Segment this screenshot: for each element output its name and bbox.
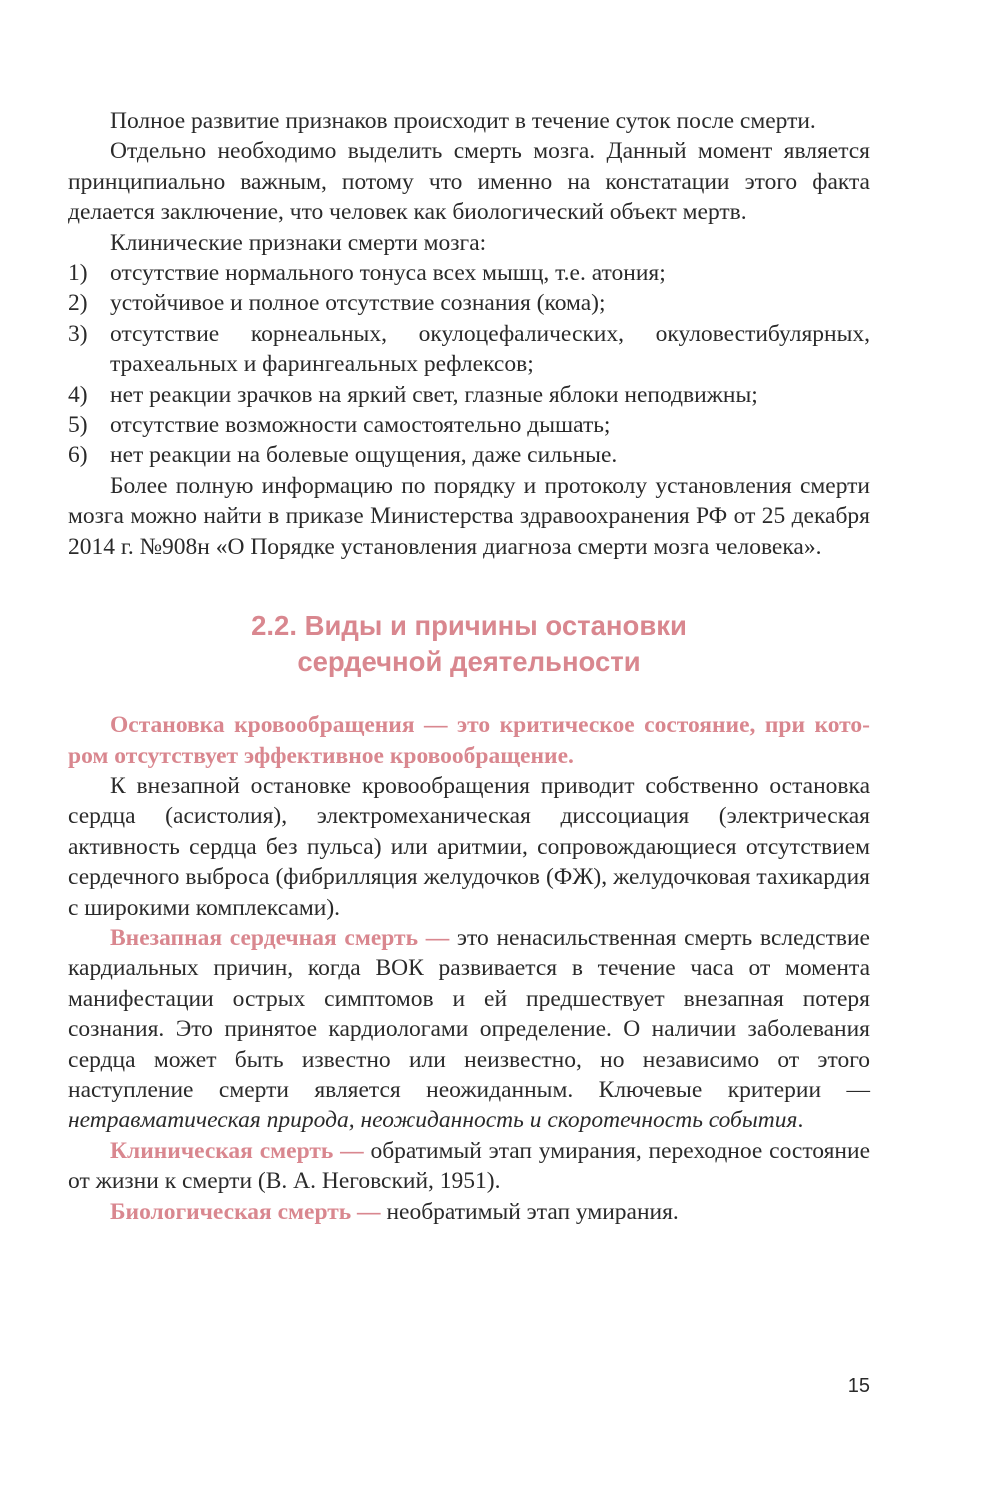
list-item-number: 1) [68, 260, 88, 287]
list-item-number: 6) [68, 442, 88, 469]
list-item-text: нет реакции зрачков на яркий свет, глазные яблоки неподвижны; [110, 381, 758, 408]
circulation-arrest-definition: Остановка кровообращения — это критическое состояние, при котором отсутствует эффективное кровообращение. [68, 712, 870, 769]
sudden-cardiac-death-text: это ненасильственная смерть вследствие кардиальных причин, когда ВОК развивается в течение часа от момента манифестации острых симптомов и ей предшествует внезапная потеря сознания. Это принятое кардиологами определение. О наличии заболевания сердца может быть известно или неизвестно, но независимо от этого наступление смерти является неожиданным. Ключевые критерии — [68, 924, 870, 1103]
brain-death-signs-list [68, 258, 870, 471]
list-item [68, 288, 870, 318]
sudden-cardiac-death-end: . [797, 1107, 804, 1134]
biological-death-term: Биологическая смерть — [110, 1198, 381, 1225]
ministry-order-paragraph: Более полную информацию по порядку и протоколу установления смерти мозга можно найти в приказе Министерства здравоохранения РФ от 25 декабря 2014 г. №908н «О Порядке установления диагноза смерти мозга человека». [68, 472, 870, 560]
list-item [68, 319, 870, 380]
biological-death-text: необратимый этап умирания. [380, 1198, 679, 1225]
list-item-number: 5) [68, 412, 88, 439]
section-heading [68, 608, 870, 680]
list-item-text: отсутствие возможности самостоятельно дышать; [110, 412, 611, 439]
list-item-number: 4) [68, 381, 88, 408]
clinical-death-paragraph [68, 1136, 870, 1197]
intro-paragraph-1: Полное развитие признаков происходит в течение суток после смерти. [110, 108, 816, 134]
list-item-text: нет реакции на болевые ощущения, даже сильные. [110, 442, 618, 469]
list-item [68, 380, 870, 410]
biological-death-paragraph [68, 1197, 870, 1227]
intro-paragraph-2: Отдельно необходимо выделить смерть мозга. Данный момент является принципиально важным, потому что именно на констатации этого факта делается заключение, что человек как биологический объект мертв. [68, 138, 870, 226]
list-item-text: отсутствие корнеальных, окулоцефалических, окуловестибулярных, трахеальных и фарингеальных рефлексов; [110, 320, 870, 378]
page-body [68, 106, 870, 1227]
page-number: 15 [847, 1375, 870, 1397]
list-item-text: отсутствие нормального тонуса всех мышц, т.е. атония; [110, 260, 666, 287]
list-item-text: устойчивое и полное отсутствие сознания (кома); [110, 290, 606, 317]
clinical-death-term: Клиническая смерть — [110, 1137, 364, 1164]
section-heading-line-1: 2.2. Виды и причины остановки [251, 610, 687, 642]
list-item-number: 3) [68, 320, 88, 347]
sudden-cardiac-death-term: Внезапная сердечная смерть — [110, 924, 450, 951]
section-heading-line-2: сердечной деятельности [297, 646, 641, 678]
sudden-cardiac-death-paragraph [68, 923, 870, 1136]
list-item [68, 440, 870, 470]
list-item [68, 410, 870, 440]
brain-death-signs-lead: Клинические признаки смерти мозга: [110, 229, 487, 256]
clinical-death-text: обратимый этап умирания, переходное состояние от жизни к смерти (В. А. Неговский, 1951). [68, 1137, 870, 1195]
circulation-arrest-causes: К внезапной остановке кровообращения приводит собственно остановка сердца (асистолия), электромеханическая диссоциация (электрическая активность сердца без пульса) или аритмии, сопровождающиеся отсутствием сердечного выброса (фибрилляция желудочков (ФЖ), желудочковая тахикардия с широкими комплексами). [68, 772, 870, 921]
list-item [68, 258, 870, 288]
list-item-number: 2) [68, 290, 88, 317]
key-criteria-text: нетравматическая природа, неожиданность и скоротечность события [68, 1107, 798, 1134]
